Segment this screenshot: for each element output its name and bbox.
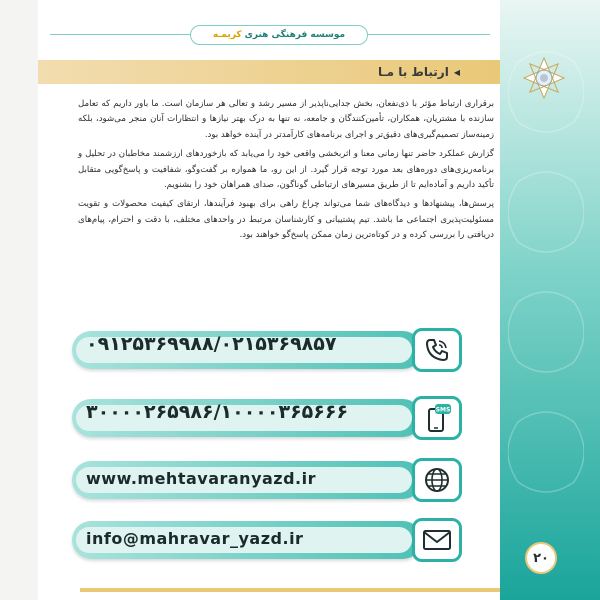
triangle-bullet-icon: ◀ bbox=[453, 67, 460, 77]
website-url[interactable]: www.mehtavaranyazd.ir bbox=[86, 469, 317, 488]
page-card bbox=[38, 0, 500, 600]
phone-numbers[interactable]: ۰۹۱۲۵۳۶۹۹۸۸/۰۲۱۵۳۶۹۸۵۷ bbox=[86, 333, 337, 355]
paragraph-3: پرسش‌ها، پیشنهادها و دیدگاه‌های شما می‌تواند چراغ راهی برای بهبود فرآیندها، ارتقای کیفیت محصولات و تقویت مسئولیت‌پذیری اجتماعی ما باشد. تیم پشتیبانی و کارشناسان مرتبط در واحدهای مختلف، با دقت و احترام، پیام‌های دریافتی را بررسی کرده و در کوتاه‌ترین زمان ممکن پاسخ‌گو خواهند بود. bbox=[78, 199, 494, 241]
globe-icon bbox=[412, 458, 462, 502]
section-title-text: ارتباط با مـا bbox=[378, 65, 449, 79]
paragraph-2: گزارش عملکرد حاضر تنها زمانی معنا و اثربخشی واقعی خود را می‌یابد که بازخوردهای ارزشمند مخاطبان در تحلیل و برنامه‌ریزی‌های دوره‌های بعد مورد توجه قرار گیرد. از این رو، ما همواره بر گفت‌وگو، شفافیت و پاسخ‌گویی متقابل تأکید داریم و آماده‌ایم تا از طریق مسیرهای ارتباطی گوناگون، صدای همراهان خود را بشنویم. bbox=[78, 149, 494, 191]
bottom-gold-bar bbox=[80, 588, 500, 592]
sms-numbers[interactable]: ۳۰۰۰۰۲۶۵۹۸۶/۱۰۰۰۰۳۶۵۶۶۶ bbox=[86, 401, 349, 423]
section-title bbox=[378, 62, 460, 82]
phone-icon bbox=[412, 328, 462, 372]
left-decorative-strip bbox=[0, 0, 38, 600]
paragraph-1: برقراری ارتباط مؤثر با ذی‌نفعان، بخش جدایی‌ناپذیر از مسیر رشد و تعالی هر سازمان است. ما باور داریم که تعامل سازنده با مشتریان، همکاران، تأمین‌کنندگان و جامعه، نه تنها به درک بهتر نیازها و انتظارات آنان منجر می‌شود، بلکه زمینه‌ساز تصمیم‌گیری‌های دقیق‌تر و اجرای برنامه‌های کارآمدتر در آینده خواهد بود. bbox=[78, 99, 494, 140]
email-address[interactable]: info@mahravar_yazd.ir bbox=[86, 529, 304, 548]
contact-email bbox=[72, 518, 464, 562]
contact-sms bbox=[72, 396, 464, 440]
header-org-label bbox=[190, 25, 368, 45]
header-org-prefix: موسسه فرهنگی هنری bbox=[244, 30, 346, 40]
header-org-name: کریمـه bbox=[212, 30, 242, 40]
contact-phone bbox=[72, 328, 464, 372]
rosette-emblem bbox=[522, 56, 566, 100]
arabesque-pattern bbox=[508, 42, 584, 562]
body-text bbox=[78, 97, 494, 248]
page-number: ۲۰ bbox=[525, 542, 557, 574]
sms-label: SMS bbox=[435, 406, 451, 414]
sms-icon bbox=[412, 396, 462, 440]
envelope-icon bbox=[412, 518, 462, 562]
contact-website bbox=[72, 458, 464, 502]
